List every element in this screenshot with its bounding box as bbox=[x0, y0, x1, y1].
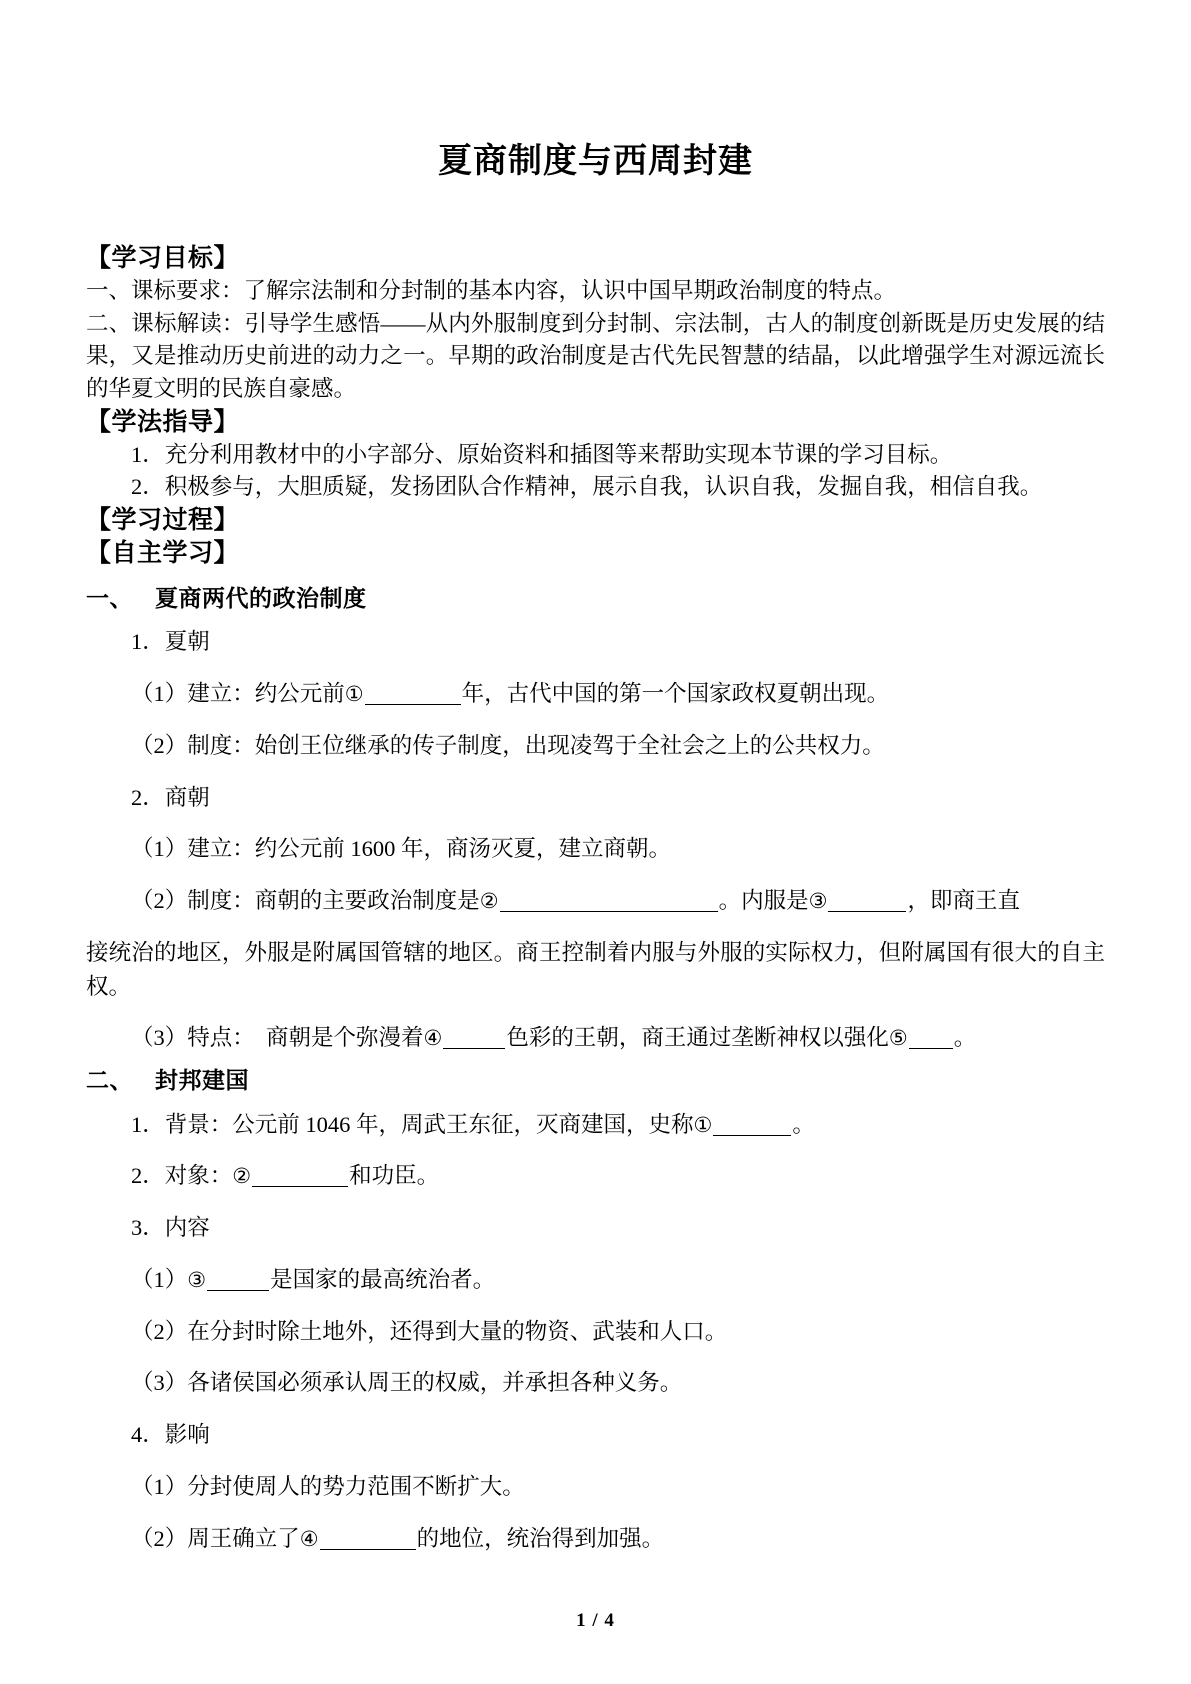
section-two-number: 二、 bbox=[86, 1068, 133, 1094]
feng-item-3-2: （2）在分封时除土地外，还得到大量的物资、武装和人口。 bbox=[131, 1318, 728, 1344]
feng-item-4-2-a: （2）周王确立了 bbox=[131, 1525, 300, 1551]
blank-marker-8: ③ bbox=[187, 1267, 207, 1292]
shang-item-3 bbox=[86, 1012, 1105, 1064]
shang-item-3-c: 。 bbox=[953, 1025, 977, 1051]
blank-marker-3: ③ bbox=[808, 889, 828, 914]
blank-marker-9: ④ bbox=[299, 1526, 319, 1551]
shang-item-2-a: （2）制度：商朝的主要政治制度是 bbox=[131, 888, 480, 914]
fill-blank[interactable] bbox=[252, 1164, 348, 1188]
blank-marker-5: ⑤ bbox=[888, 1026, 908, 1051]
feng-item-1 bbox=[86, 1099, 1105, 1151]
method-guide-item-2: 2．积极参与，大胆质疑，发扬团队合作精神，展示自我，认识自我，发掘自我，相信自我。 bbox=[131, 474, 1043, 500]
shang-item-2-c: ，即商王直 bbox=[907, 888, 1020, 914]
section-one-heading bbox=[86, 582, 1105, 617]
feng-item-3-1-b: 是国家的最高统治者。 bbox=[270, 1266, 496, 1292]
feng-item-3-1-a: （1） bbox=[131, 1266, 188, 1292]
objective-line-1: 一、课标要求：了解宗法制和分封制的基本内容，认识中国早期政治制度的特点。 bbox=[86, 278, 897, 304]
fill-blank[interactable] bbox=[909, 1026, 953, 1050]
section-one-number: 一、 bbox=[86, 585, 133, 611]
xia-item-1 bbox=[86, 668, 1105, 720]
feng-item-4-label: 4．影响 bbox=[131, 1422, 210, 1448]
fill-blank[interactable] bbox=[713, 1112, 791, 1136]
blank-marker-4: ④ bbox=[423, 1026, 443, 1051]
section-two-heading bbox=[86, 1064, 1105, 1099]
feng-item-4-1: （1）分封使周人的势力范围不断扩大。 bbox=[131, 1473, 525, 1499]
xia-item-1-pre: （1）建立：约公元前 bbox=[131, 681, 345, 707]
feng-item-3-3: （3）各诸侯国必须承认周王的权威，并承担各种义务。 bbox=[131, 1370, 683, 1396]
page-title: 夏商制度与西周封建 bbox=[438, 143, 753, 180]
fill-blank[interactable] bbox=[443, 1026, 505, 1050]
blank-marker-2: ② bbox=[479, 889, 499, 914]
feng-item-4-2 bbox=[86, 1513, 1105, 1565]
heading-learning-objectives: 【学习目标】 bbox=[86, 245, 240, 273]
feng-item-1-b: 。 bbox=[792, 1111, 815, 1137]
shang-item-3-b: 色彩的王朝，商王通过垄断神权以强化 bbox=[506, 1025, 889, 1051]
xia-item-1-post: 年，古代中国的第一个国家政权夏朝出现。 bbox=[461, 681, 890, 707]
feng-item-3-1 bbox=[86, 1254, 1105, 1306]
fill-blank[interactable] bbox=[828, 889, 906, 913]
heading-learning-process: 【学习过程】 bbox=[86, 506, 240, 534]
heading-method-guide: 【学法指导】 bbox=[86, 408, 240, 436]
shang-item-2-continuation: 接统治的地区，外服是附属国管辖的地区。商王控制着内服与外服的实际权力，但附属国有很大的自主权。 bbox=[86, 939, 1105, 999]
blank-marker-7: ② bbox=[232, 1164, 252, 1189]
method-guide-item-1: 1．充分利用教材中的小字部分、原始资料和插图等来帮助实现本节课的学习目标。 bbox=[131, 441, 953, 467]
fill-blank[interactable] bbox=[207, 1267, 269, 1291]
feng-item-1-a: 1．背景：公元前 1046 年，周武王东征，灭商建国，史称 bbox=[131, 1111, 694, 1137]
blank-marker-6: ① bbox=[693, 1112, 713, 1137]
shang-item-1: （1）建立：约公元前 1600 年，商汤灭夏，建立商朝。 bbox=[131, 836, 672, 862]
feng-item-2-a: 2．对象： bbox=[131, 1163, 233, 1189]
fill-blank[interactable] bbox=[500, 889, 718, 913]
xia-item-2: （2）制度：始创王位继承的传子制度，出现凌驾于全社会之上的公共权力。 bbox=[131, 732, 885, 758]
title-spacer bbox=[86, 184, 1105, 242]
section-one-title: 夏商两代的政治制度 bbox=[155, 585, 367, 611]
fill-blank[interactable] bbox=[320, 1526, 416, 1550]
feng-item-2 bbox=[86, 1150, 1105, 1202]
shang-item-2-b: 。内服是 bbox=[718, 888, 809, 914]
sub-heading-xia-dynasty: 1．夏朝 bbox=[131, 629, 210, 655]
heading-self-study: 【自主学习】 bbox=[86, 539, 240, 567]
objective-line-2: 二、课标解读：引导学生感悟——从内外服制度到分封制、宗法制，古人的制度创新既是历史发展的结果，又是推动历史前进的动力之一。早期的政治制度是古代先民智慧的结晶，以此增强学生对源远流长的华夏文明的民族自豪感。 bbox=[86, 310, 1105, 402]
feng-item-3-label: 3．内容 bbox=[131, 1215, 210, 1241]
spacer bbox=[86, 570, 1105, 582]
blank-marker-1: ① bbox=[344, 682, 364, 707]
feng-item-4-2-b: 的地位，统治得到加强。 bbox=[416, 1525, 665, 1551]
feng-item-2-b: 和功臣。 bbox=[349, 1163, 440, 1189]
shang-item-3-a: （3）特点： 商朝是个弥漫着 bbox=[131, 1025, 424, 1051]
section-two-title: 封邦建国 bbox=[155, 1068, 249, 1094]
page-footer: 1 / 4 bbox=[576, 1610, 615, 1631]
fill-blank[interactable] bbox=[365, 682, 461, 706]
sub-heading-shang-dynasty: 2．商朝 bbox=[131, 784, 210, 810]
shang-item-2 bbox=[86, 875, 1105, 927]
